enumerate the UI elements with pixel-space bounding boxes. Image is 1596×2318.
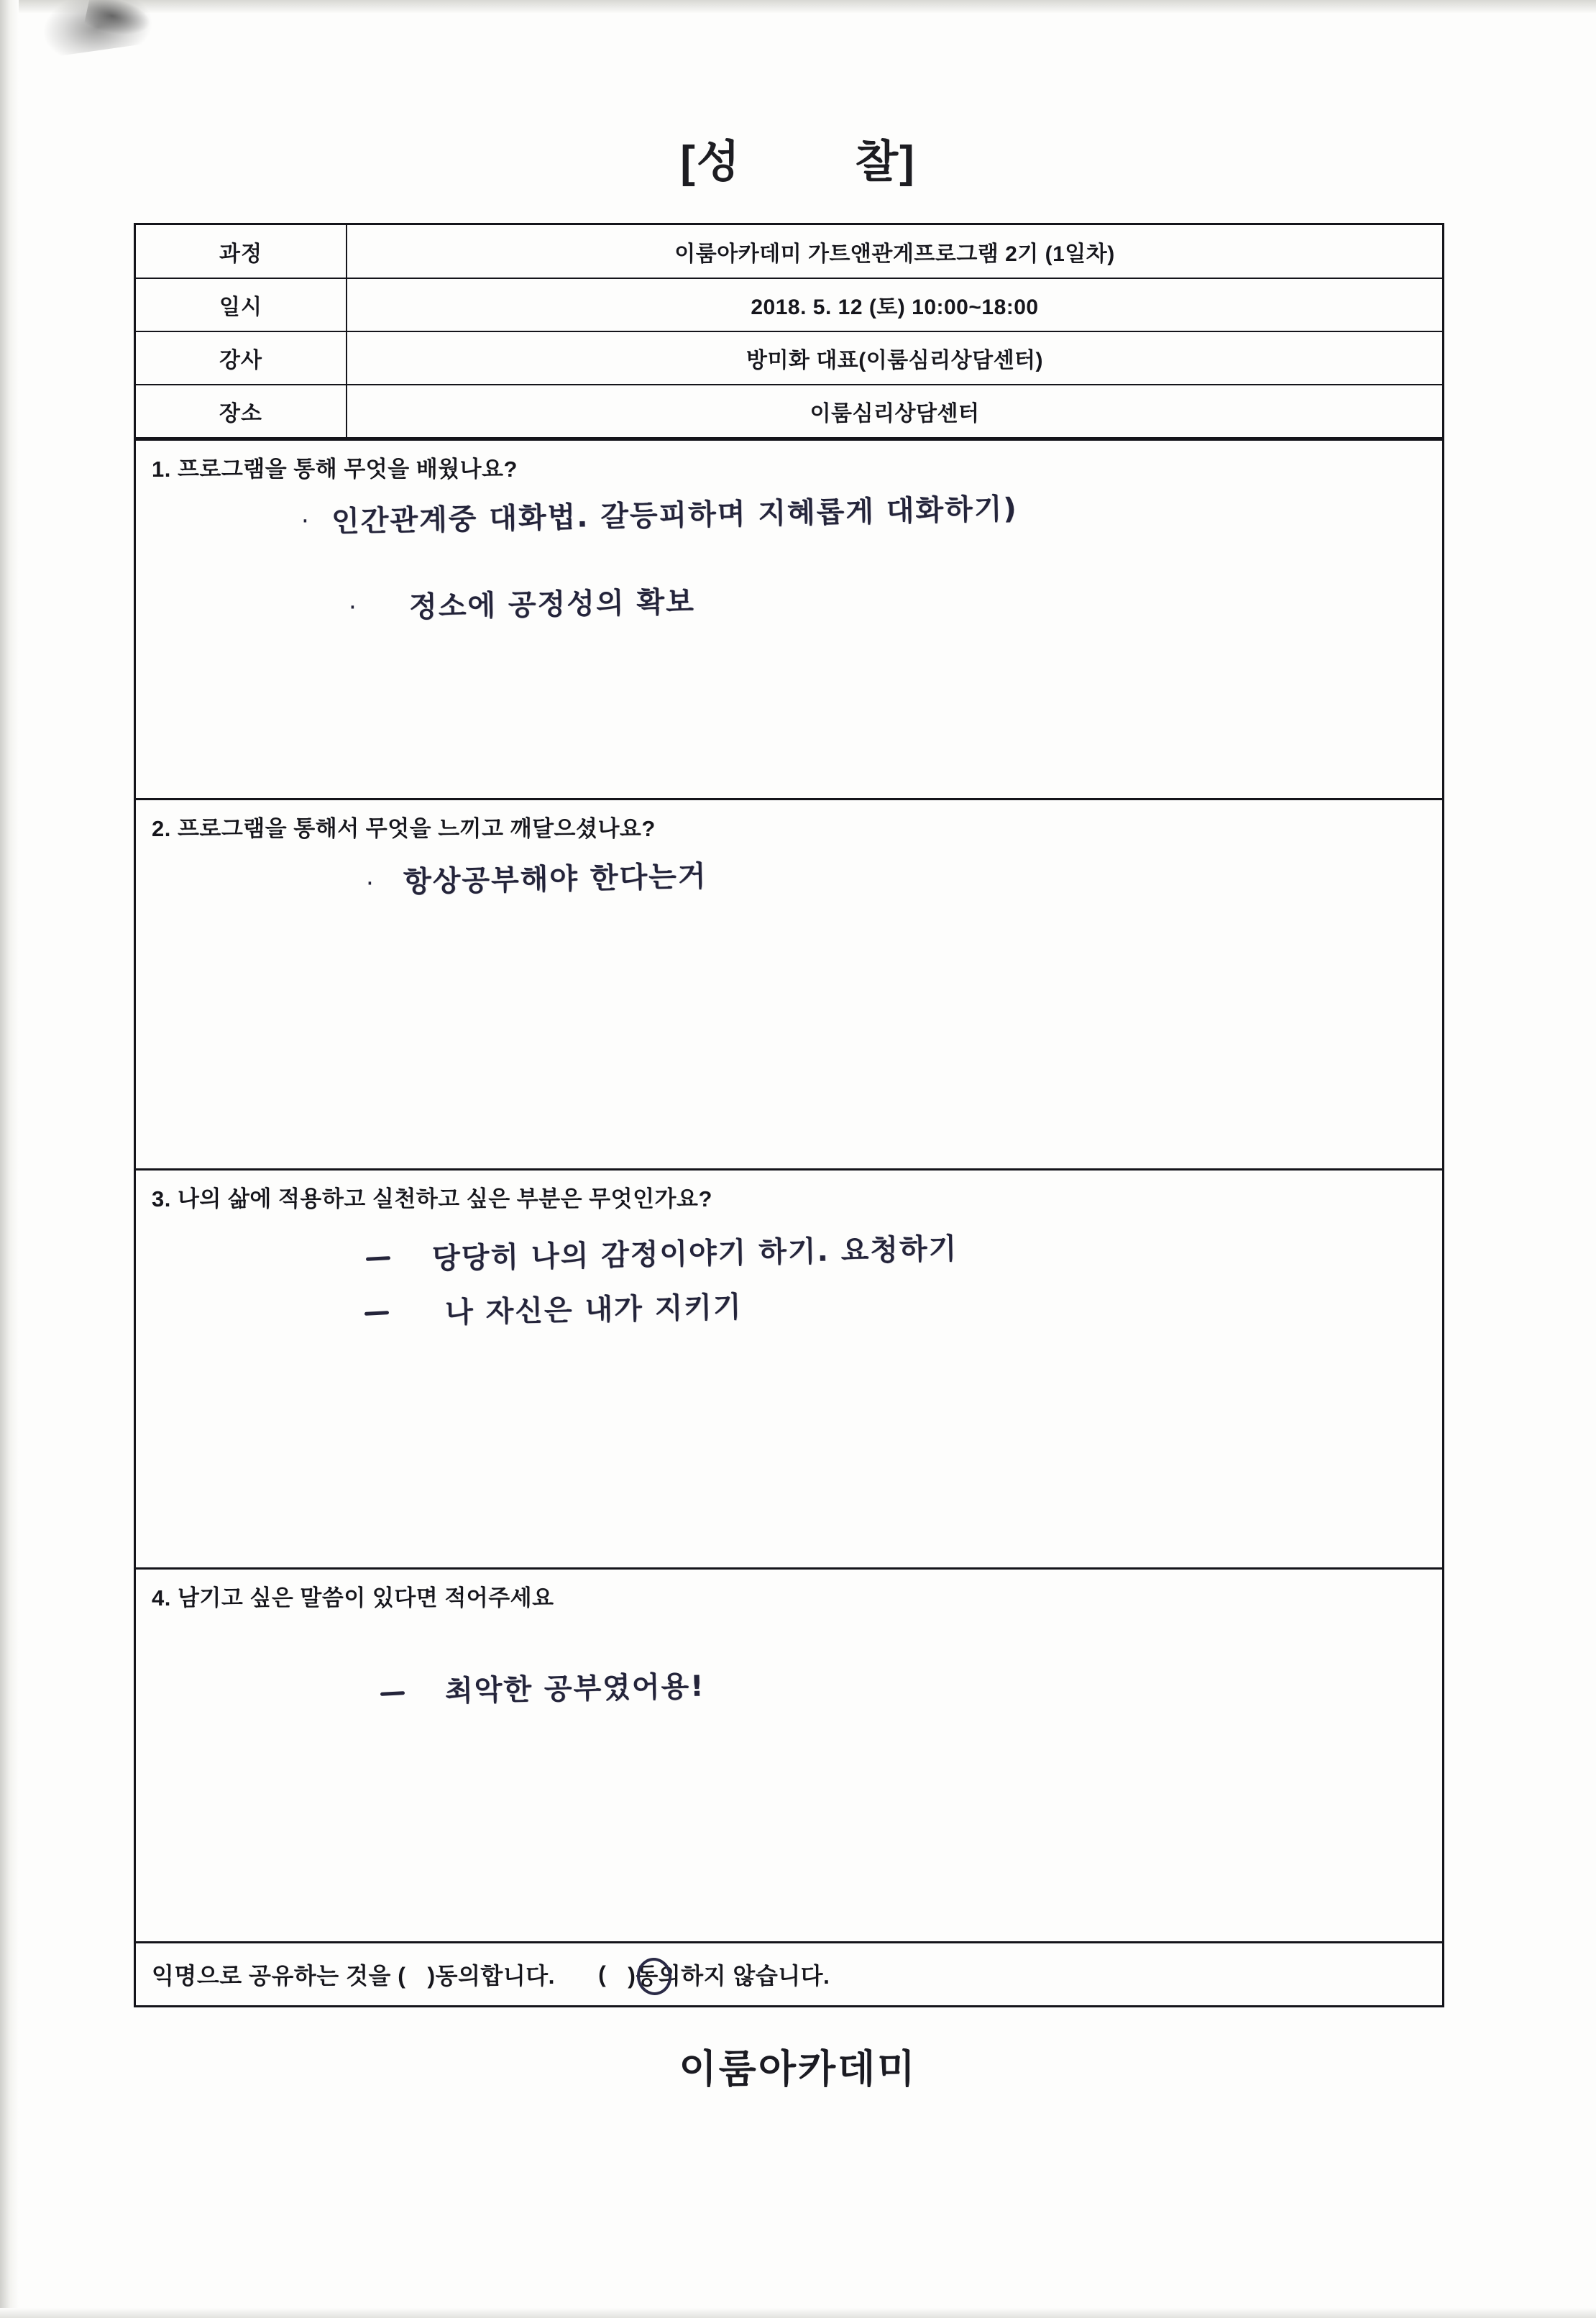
answer-1-line-1: 인간관계중 대화법. 갈등피하며 지혜롭게 대화하기): [331, 492, 1019, 539]
bullet-icon: ·: [366, 869, 374, 898]
table-row: [136, 331, 1442, 385]
info-label-instructor: 강사: [136, 331, 347, 385]
table-row: [136, 225, 1442, 278]
bullet-icon: ·: [301, 507, 309, 536]
info-label-location: 장소: [136, 385, 347, 438]
answer-1-line-2: 정소에 공정성의 확보: [408, 585, 696, 624]
scan-edge-left: [0, 0, 19, 2318]
scan-edge-bottom: [0, 2308, 1596, 2318]
page-title: [0, 126, 1596, 190]
table-row: [136, 278, 1442, 331]
question-label-1: 1. 프로그램을 통해 무엇을 배웠나요?: [152, 457, 518, 482]
dash-bullet-icon: [366, 1256, 390, 1261]
question-label-3: 3. 나의 삶에 적용하고 실천하고 싶은 부분은 무엇인가요?: [152, 1186, 712, 1211]
question-block-4: [136, 1567, 1442, 1941]
answer-4-line-1: 최악한 공부였어용!: [444, 1669, 705, 1708]
consent-prefix: 익명으로 공유하는 것을 (: [152, 1963, 406, 1989]
answer-3-line-2: 나 자신은 내가 지키기: [444, 1291, 743, 1329]
question-block-1: [136, 439, 1442, 798]
consent-open-paren: (: [598, 1961, 607, 1987]
bullet-icon: ·: [349, 593, 357, 622]
course-info-table: [136, 225, 1442, 439]
dash-bullet-icon: [380, 1691, 405, 1696]
info-label-datetime: 일시: [136, 278, 347, 331]
info-value-datetime: 2018. 5. 12 (토) 10:00~18:00: [347, 278, 1442, 331]
page-title-left: [성: [680, 137, 741, 187]
dash-bullet-icon: [364, 1311, 389, 1316]
question-label-4: 4. 남기고 싶은 말씀이 있다면 적어주세요: [152, 1585, 554, 1611]
scan-edge-top: [0, 0, 1596, 13]
question-block-2: [136, 798, 1442, 1168]
question-block-3: [136, 1168, 1442, 1567]
info-value-location: 이룸심리상담센터: [347, 385, 1442, 438]
consent-row: [136, 1941, 1442, 2005]
answer-3-line-1: 당당히 나의 감정이야기 하기. 요청하기: [431, 1232, 958, 1276]
info-value-course: 이룸아카데미 가트앤관게프로그램 2기 (1일차): [347, 225, 1442, 278]
info-label-course: 과정: [136, 225, 347, 278]
consent-disagree-label: )동의하지 않습니다.: [628, 1963, 830, 1989]
consent-agree-label: )동의합니다.: [427, 1963, 556, 1989]
page-title-right: 찰]: [855, 137, 916, 187]
table-row: [136, 385, 1442, 438]
info-value-instructor: 방미화 대표(이룸심리상담센터): [347, 331, 1442, 385]
footer-organization: 이룸아카데미: [679, 2048, 917, 2091]
answer-2-line-1: 항상공부해야 한다는거: [403, 859, 707, 899]
question-label-2: 2. 프로그램을 통해서 무엇을 느끼고 깨달으셨나요?: [152, 816, 656, 841]
reflection-form: [134, 223, 1444, 2007]
